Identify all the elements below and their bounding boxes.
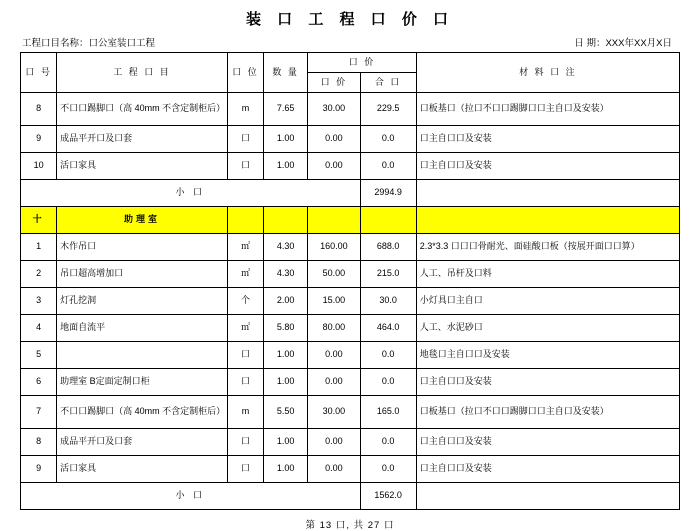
subtotal-note — [416, 483, 679, 510]
cell-num: 10 — [21, 153, 57, 180]
cell-price: 30.00 — [308, 93, 360, 126]
subtotal-label: 小 口 — [21, 180, 361, 207]
col-header-item: 工 程 口 目 — [57, 53, 228, 93]
cell-price: 0.00 — [308, 342, 360, 369]
table-header — [21, 53, 680, 93]
cell-note: 口主自口口及安装 — [416, 153, 679, 180]
table-row — [21, 429, 680, 456]
cell-total: 464.0 — [360, 315, 416, 342]
cell-unit: m — [227, 396, 263, 429]
col-header-unit: 口 位 — [227, 53, 263, 93]
cell-item: 吊口超高增加口 — [57, 261, 228, 288]
col-header-qty: 数 量 — [264, 53, 308, 93]
table-row — [21, 93, 680, 126]
col-header-price-group: 口 价 — [308, 53, 417, 73]
cell-num: 4 — [21, 315, 57, 342]
cell-total: 30.0 — [360, 288, 416, 315]
cell-price: 15.00 — [308, 288, 360, 315]
col-header-total: 合 口 — [360, 73, 416, 93]
cell-item: 成品平开口及口套 — [57, 126, 228, 153]
section-total — [360, 207, 416, 234]
section-unit — [227, 207, 263, 234]
cell-unit: ㎡ — [227, 234, 263, 261]
section-num: 十 — [21, 207, 57, 234]
page-title: 装 口 工 程 口 价 口 — [245, 11, 454, 28]
cell-total: 0.0 — [360, 369, 416, 396]
cell-note: 小灯具口主自口 — [416, 288, 679, 315]
section-label: 助理室 — [57, 207, 228, 234]
cell-item — [57, 342, 228, 369]
cell-qty: 1.00 — [264, 153, 308, 180]
table-row — [21, 396, 680, 429]
subtotal-label: 小 口 — [21, 483, 361, 510]
cell-total: 0.0 — [360, 342, 416, 369]
page-footer: 第 13 口, 共 27 口 — [305, 520, 395, 531]
col-header-unit-price: 口 价 — [308, 73, 360, 93]
subtotal-row — [21, 180, 680, 207]
cell-qty: 2.00 — [264, 288, 308, 315]
cell-num: 8 — [21, 93, 57, 126]
cell-note: 口主自口口及安装 — [416, 126, 679, 153]
cell-qty: 7.65 — [264, 93, 308, 126]
section-qty — [264, 207, 308, 234]
cell-total: 0.0 — [360, 153, 416, 180]
cell-qty: 1.00 — [264, 126, 308, 153]
cell-total: 0.0 — [360, 126, 416, 153]
cell-qty: 4.30 — [264, 234, 308, 261]
cell-qty: 1.00 — [264, 369, 308, 396]
cell-price: 0.00 — [308, 369, 360, 396]
table-row — [21, 288, 680, 315]
cell-note: 口主自口口及安装 — [416, 429, 679, 456]
cell-total: 215.0 — [360, 261, 416, 288]
cell-unit: 口 — [227, 369, 263, 396]
cell-unit: m — [227, 93, 263, 126]
cell-qty: 1.00 — [264, 429, 308, 456]
cell-note: 2.3*3.3 口口口骨耐光、面硅酸口板（按展开面口口算） — [416, 234, 679, 261]
date-value: XXX年XX月X日 — [605, 38, 672, 49]
cell-qty: 5.50 — [264, 396, 308, 429]
table-row — [21, 369, 680, 396]
cell-note: 口板基口（拉口不口口踢脚口口主自口及安装） — [416, 93, 679, 126]
cell-num: 6 — [21, 369, 57, 396]
cell-item: 活口家具 — [57, 153, 228, 180]
table-body — [21, 93, 680, 510]
cell-price: 0.00 — [308, 429, 360, 456]
cell-price: 0.00 — [308, 153, 360, 180]
cell-unit: 口 — [227, 153, 263, 180]
cell-item: 不口口踢脚口（高 40mm 不含定制柜后） — [57, 93, 228, 126]
subtotal-note — [416, 180, 679, 207]
cell-total: 229.5 — [360, 93, 416, 126]
cell-num: 2 — [21, 261, 57, 288]
section-note — [416, 207, 679, 234]
project-name-value: ：口公室装口工程 — [79, 38, 156, 49]
cell-note: 地毯口主自口口及安装 — [416, 342, 679, 369]
section-header-row — [21, 207, 680, 234]
cell-unit: 个 — [227, 288, 263, 315]
cell-num: 1 — [21, 234, 57, 261]
cell-unit: 口 — [227, 456, 263, 483]
cell-price: 160.00 — [308, 234, 360, 261]
cell-item: 木作吊口 — [57, 234, 228, 261]
cell-unit: ㎡ — [227, 315, 263, 342]
cell-unit: 口 — [227, 342, 263, 369]
table-header-row-1 — [21, 53, 680, 73]
date-label: 日 期： — [574, 38, 606, 49]
cell-price: 30.00 — [308, 396, 360, 429]
cell-note: 口板基口（拉口不口口踢脚口口主自口及安装） — [416, 396, 679, 429]
cell-num: 7 — [21, 396, 57, 429]
cell-qty: 5.80 — [264, 315, 308, 342]
cell-item: 助理室 B定面定制口柜 — [57, 369, 228, 396]
subtotal-total: 2994.9 — [360, 180, 416, 207]
cell-num: 8 — [21, 429, 57, 456]
quotation-table — [20, 52, 680, 510]
table-row — [21, 261, 680, 288]
cell-item: 成品平开口及口套 — [57, 429, 228, 456]
project-name-label: 工程口目名称 — [22, 38, 80, 49]
cell-total: 165.0 — [360, 396, 416, 429]
cell-item: 活口家具 — [57, 456, 228, 483]
cell-price: 0.00 — [308, 126, 360, 153]
cell-unit: ㎡ — [227, 261, 263, 288]
subtotal-row — [21, 483, 680, 510]
cell-qty: 1.00 — [264, 456, 308, 483]
table-row — [21, 342, 680, 369]
project-name — [22, 35, 155, 49]
cell-item: 地面自流平 — [57, 315, 228, 342]
cell-num: 9 — [21, 456, 57, 483]
cell-num: 9 — [21, 126, 57, 153]
cell-item: 灯孔挖洞 — [57, 288, 228, 315]
cell-qty: 1.00 — [264, 342, 308, 369]
cell-note: 人工、吊杆及口料 — [416, 261, 679, 288]
section-price — [308, 207, 360, 234]
cell-unit: 口 — [227, 429, 263, 456]
cell-price: 50.00 — [308, 261, 360, 288]
cell-note: 口主自口口及安装 — [416, 456, 679, 483]
cell-note: 口主自口口及安装 — [416, 369, 679, 396]
document-date — [574, 35, 678, 49]
col-header-note: 材 料 口 注 — [416, 53, 679, 93]
cell-total: 688.0 — [360, 234, 416, 261]
cell-num: 3 — [21, 288, 57, 315]
document-meta — [20, 35, 680, 52]
cell-price: 80.00 — [308, 315, 360, 342]
table-row — [21, 315, 680, 342]
col-header-num: 口 号 — [21, 53, 57, 93]
subtotal-total: 1562.0 — [360, 483, 416, 510]
cell-num: 5 — [21, 342, 57, 369]
cell-note: 人工、水泥砂口 — [416, 315, 679, 342]
cell-price: 0.00 — [308, 456, 360, 483]
cell-item: 不口口踢脚口（高 40mm 不含定制柜后） — [57, 396, 228, 429]
table-row — [21, 153, 680, 180]
cell-total: 0.0 — [360, 429, 416, 456]
table-row — [21, 126, 680, 153]
table-row — [21, 234, 680, 261]
cell-total: 0.0 — [360, 456, 416, 483]
cell-unit: 口 — [227, 126, 263, 153]
cell-qty: 4.30 — [264, 261, 308, 288]
